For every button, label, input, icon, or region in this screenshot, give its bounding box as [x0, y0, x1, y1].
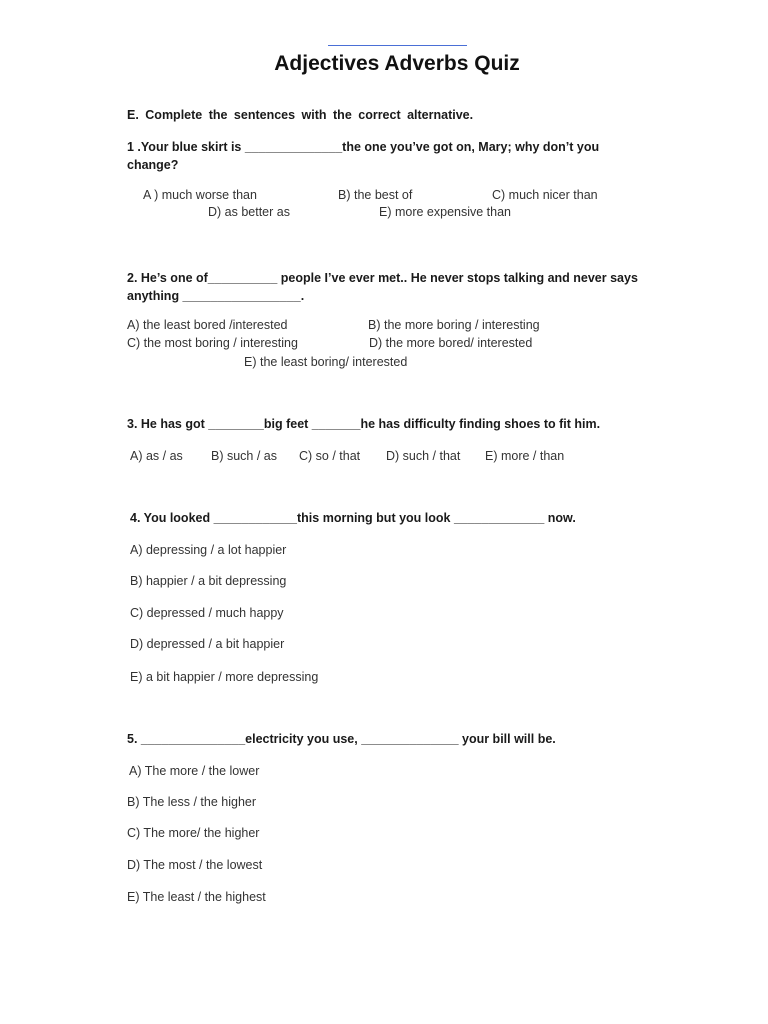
q2-option-b: B) the more boring / interesting: [368, 318, 540, 332]
q2-option-d: D) the more bored/ interested: [369, 336, 533, 350]
q1-option-b: B) the best of: [338, 188, 413, 202]
instruction: E. Complete the sentences with the correct alternative.: [127, 108, 474, 122]
q1-option-c: C) much nicer than: [492, 188, 598, 202]
q4-option-e: E) a bit happier / more depressing: [130, 670, 319, 684]
q3-option-b: B) such / as: [211, 449, 277, 463]
q4-option-c: C) depressed / much happy: [130, 606, 284, 620]
question-4: 4. You looked ____________this morning but you look _____________ now.: [130, 511, 576, 525]
q5-option-e: E) The least / the highest: [127, 890, 266, 904]
q3-option-c: C) so / that: [299, 449, 361, 463]
q3-option-e: E) more / than: [485, 449, 565, 463]
question-2: 2. He’s one of__________ people I’ve ever met.. He never stops talking and never says anything _________________.: [127, 271, 638, 303]
q2-option-e: E) the least boring/ interested: [244, 355, 408, 369]
q2-option-a: A) the least bored /interested: [127, 318, 288, 332]
q3-option-a: A) as / as: [130, 449, 183, 463]
question-1: 1 .Your blue skirt is ______________the one you’ve got on, Mary; why don’t you change?: [127, 140, 600, 172]
question-5: 5. _______________electricity you use, ______________ your bill will be.: [127, 732, 556, 746]
q5-option-c: C) The more/ the higher: [127, 826, 260, 840]
page-title: Adjectives Adverbs Quiz: [274, 52, 520, 75]
q4-option-a: A) depressing / a lot happier: [130, 543, 287, 557]
q5-option-a: A) The more / the lower: [129, 764, 260, 778]
header-rule: [328, 45, 467, 46]
q2-option-c: C) the most boring / interesting: [127, 336, 298, 350]
q3-option-d: D) such / that: [386, 449, 461, 463]
q5-option-b: B) The less / the higher: [127, 795, 257, 809]
q1-option-d: D) as better as: [208, 205, 290, 219]
question-3: 3. He has got ________big feet _______he has difficulty finding shoes to fit him.: [127, 417, 601, 431]
q4-option-d: D) depressed / a bit happier: [130, 637, 285, 651]
q4-option-b: B) happier / a bit depressing: [130, 574, 287, 588]
q5-option-d: D) The most / the lowest: [127, 858, 263, 872]
q1-option-a: A ) much worse than: [143, 188, 257, 202]
q1-option-e: E) more expensive than: [379, 205, 512, 219]
